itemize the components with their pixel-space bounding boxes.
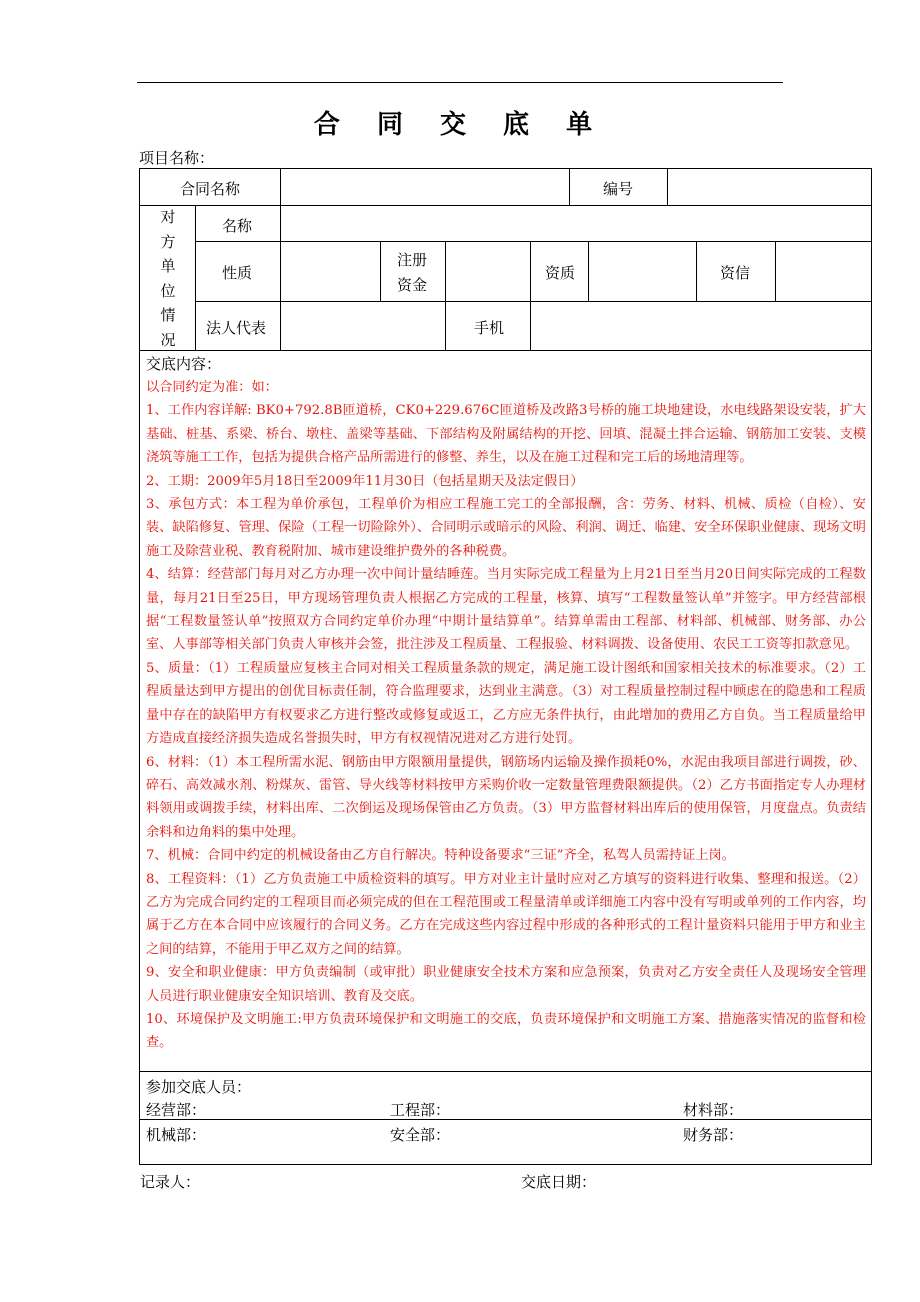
col-divider [445, 241, 446, 350]
row-divider [195, 241, 872, 242]
content-item: 6、材料：（1）本工程所需水泥、钢筋由甲方限额用量提供，钢筋场内运输及操作损耗0%，水泥由我项目部进行调拨，砂、碎石、高效减水剂、粉煤灰、雷管、导火线等材料按甲方采购价收一定数量管理费限额提供。（2）乙方书面指定专人办理材料领用或调拨手续，材料出库、二次倒运及现场保管由乙方负责。（3）甲方监督材料出库后的使用保管，月度盘点。负责结余料和边角料的集中处理。 [146, 754, 866, 840]
finance-dept-label: 财务部： [683, 1126, 744, 1144]
col-divider [569, 168, 570, 205]
content-item: 5、质量：（1）工程质量应复核主合同对相关工程质量条款的规定，满足施工设计图纸和国家相关技术的标准要求。（2）工程质量达到甲方提出的创优目标责任制，符合监理要求，达到业主满意。（3）对工程质量控制过程中顾虑在的隐患和工程质量中存在的缺陷甲方有权要求乙方进行整改或修复或返工，乙方应无条件执行，由此增加的费用乙方自负。当工程质量给甲方造成直接经济损失造成名誉损失时，甲方有权视情况进对乙方进行处罚。 [146, 660, 866, 747]
credit-label: 资信 [720, 264, 751, 282]
qualification-label: 资质 [545, 264, 576, 282]
col-divider [380, 241, 381, 301]
machinery-dept-label: 机械部： [146, 1126, 207, 1144]
header-rule [137, 82, 783, 83]
business-dept-label: 经营部： [146, 1101, 207, 1119]
row-divider [139, 205, 872, 206]
party-info-char: 情 [160, 306, 176, 324]
col-divider [588, 241, 589, 301]
content-item: 9、安全和职业健康：甲方负责编制（或审批）职业健康安全技术方案和应急预案，负责对乙方安全责任人及现场安全管理人员进行职业健康安全知识培训、教育及交底。 [146, 965, 866, 1004]
registered-capital-label: 资金 [397, 276, 428, 294]
content-item: 1、工作内容详解: BK0+792.8B匝道桥，CK0+229.676C匝道桥及改路3号桥的施工块地建设，水电线路架设安装，扩大基础、桩基、系梁、桥台、墩柱、盖梁等基础、下部结构及附属结构的开挖、回填、混凝土拌合运输、钢筋加工安装、支模浇筑等施工工作，包括为提供合格产品所需进行的修整、养生，以及在施工过程和完工后的场地清理等。 [146, 403, 866, 466]
recorder-label: 记录人： [140, 1173, 201, 1191]
safety-dept-label: 安全部： [390, 1126, 451, 1144]
contract-name-label: 合同名称 [180, 180, 241, 198]
col-divider [775, 241, 776, 301]
content-item: 以合同约定为准：如： [146, 380, 278, 395]
row-divider [139, 1119, 872, 1120]
number-label: 编号 [603, 180, 634, 198]
party-info-char: 单 [160, 257, 176, 275]
content-item: 7、机械：合同中约定的机械设备由乙方自行解决。特种设备要求“三证”齐全，私驾人员需持证上岗。 [146, 848, 735, 864]
phone-label: 手机 [474, 319, 505, 337]
participants-label: 参加交底人员： [146, 1078, 252, 1096]
content-item: 10、环境保护及文明施工:甲方负责环境保护和文明施工的交底，负责环境保护和文明施工方案、措施落实情况的监督和检查。 [146, 1011, 866, 1051]
content-heading: 交底内容： [146, 355, 222, 373]
handover-date-label: 交底日期： [521, 1173, 597, 1191]
content-item: 8、工程资料：（1）乙方负责施工中质检资料的填写。甲方对业主计量时应对乙方填写的资料进行收集、整理和报送。（2）乙方为完成合同约定的工程项目而必须完成的但在工程范围或工程量清单或详细施工内容中没有写明或单列的工作内容，均属于乙方在本合同中应该履行的合同义务。乙方在完成这些内容过程中形成的各种形式的工程计量资料只能用于甲方和业主之间的结算，不能用于甲乙双方之间的结算。 [146, 871, 866, 957]
materials-dept-label: 材料部： [683, 1101, 744, 1119]
col-divider [696, 241, 697, 301]
row-divider [139, 350, 872, 351]
party-info-char: 况 [160, 330, 176, 349]
party-info-char: 位 [160, 281, 176, 300]
col-divider [530, 241, 531, 350]
party-info-char: 对 [160, 208, 176, 226]
content-item: 4、结算：经营部门每月对乙方办理一次中间计量结睡莲。当月实际完成工程量为上月21日至当月20日间实际完成的工程数量，每月21日至25日，甲方现场管理负责人根据乙方完成的工程量，核算、填写“工程数量签认单”并签字。甲方经营部根据“工程数量签认单”按照双方合同约定单价办理“中期计量结算单”。结算单需由工程部、材料部、机械部、财务部、办公室、人事部等相关部门负责人审核并会签，批注涉及工程质量、工程报验、材料调拨、设备使用、农民工工资等扣款意见。 [146, 567, 866, 653]
nature-label: 性质 [222, 264, 253, 282]
col-divider [280, 168, 281, 205]
legal-rep-label: 法人代表 [206, 319, 267, 337]
col-divider [280, 205, 281, 350]
engineering-dept-label: 工程部： [390, 1101, 451, 1119]
registered-capital-label: 注册 [397, 251, 428, 269]
content-item: 3、承包方式：本工程为单价承包，工程单价为相应工程施工完工的全部报酬，含：劳务、材料、机械、质检（自检）、安装、缺陷修复、管理、保险（工程一切险除外）、合同明示或暗示的风险、利润、调迁、临建、安全环保职业健康、现场文明施工及除营业税、教育税附加、城市建设维护费外的各种税费。 [146, 497, 866, 559]
row-divider [195, 301, 872, 302]
page-title: 合 同 交 底 单 [313, 110, 607, 140]
party-info-label [141, 205, 195, 352]
col-divider [195, 205, 196, 350]
party-info-char: 方 [160, 232, 176, 251]
col-divider [667, 168, 668, 205]
row-divider [139, 1071, 872, 1072]
handover-content [146, 354, 866, 1055]
name-label: 名称 [222, 217, 253, 235]
content-item: 2、工期：2009年5月18日至2009年11月30日（包括星期天及法定假日） [146, 473, 584, 489]
project-name-label: 项目名称： [139, 149, 215, 167]
